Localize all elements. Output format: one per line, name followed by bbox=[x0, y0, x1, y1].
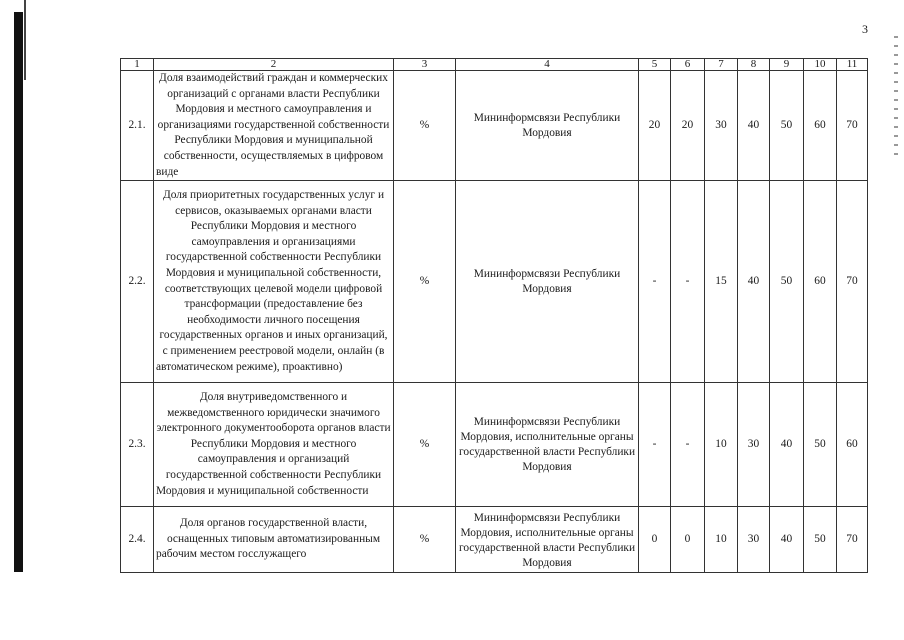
value-cell: 70 bbox=[837, 507, 868, 573]
table-row bbox=[121, 181, 868, 383]
value-cell: 50 bbox=[770, 181, 804, 383]
table-row bbox=[121, 71, 868, 181]
value-cell: 50 bbox=[804, 383, 837, 507]
row-number: 2.2. bbox=[121, 181, 154, 383]
value-cell: 30 bbox=[738, 507, 770, 573]
indicator-description: Доля органов государственной власти, оснащенных типовым автоматизированным рабочим местом госслужащего bbox=[154, 507, 394, 573]
page-number: 3 bbox=[862, 22, 868, 36]
row-number: 2.4. bbox=[121, 507, 154, 573]
value-cell: 40 bbox=[738, 181, 770, 383]
value-cell: 60 bbox=[837, 383, 868, 507]
table-header-row bbox=[121, 59, 868, 71]
column-header: 5 bbox=[639, 59, 671, 71]
column-header: 11 bbox=[837, 59, 868, 71]
column-header: 9 bbox=[770, 59, 804, 71]
value-cell: 60 bbox=[804, 181, 837, 383]
column-header: 6 bbox=[671, 59, 705, 71]
value-cell: 70 bbox=[837, 71, 868, 181]
scan-edge-marks bbox=[894, 36, 898, 156]
row-number: 2.1. bbox=[121, 71, 154, 181]
indicator-description: Доля внутриведомственного и межведомственного юридически значимого электронного документооборота органов власти Республики Мордовия и местного самоуправления и организаций государственной собственности Республики Мордовия и муниципальной собственности bbox=[154, 383, 394, 507]
scan-margin-line bbox=[24, 0, 26, 80]
indicator-table bbox=[120, 58, 868, 573]
scan-margin-bar bbox=[14, 12, 23, 572]
unit-cell: % bbox=[394, 71, 456, 181]
column-header: 1 bbox=[121, 59, 154, 71]
column-header: 4 bbox=[456, 59, 639, 71]
responsible-org: Мининформсвязи Республики Мордовия bbox=[456, 181, 639, 383]
value-cell: - bbox=[671, 383, 705, 507]
column-header: 8 bbox=[738, 59, 770, 71]
value-cell: - bbox=[639, 383, 671, 507]
value-cell: 10 bbox=[705, 507, 738, 573]
unit-cell: % bbox=[394, 507, 456, 573]
column-header: 2 bbox=[154, 59, 394, 71]
value-cell: - bbox=[671, 181, 705, 383]
column-header: 7 bbox=[705, 59, 738, 71]
value-cell: - bbox=[639, 181, 671, 383]
indicator-description: Доля приоритетных государственных услуг и сервисов, оказываемых органами власти Республики Мордовия и местного самоуправления и организациями государственной собственности Республики Мордовия и муниципальной собственности, соответствующих целевой модели цифровой трансформации (предоставление без необходимости личного посещения государственных органов и иных организаций, с применением реестровой модели, онлайн (в автоматическом режиме), проактивно) bbox=[154, 181, 394, 383]
responsible-org: Мининформсвязи Республики Мордовия bbox=[456, 71, 639, 181]
unit-cell: % bbox=[394, 383, 456, 507]
value-cell: 40 bbox=[770, 507, 804, 573]
row-number: 2.3. bbox=[121, 383, 154, 507]
value-cell: 50 bbox=[804, 507, 837, 573]
column-header: 10 bbox=[804, 59, 837, 71]
value-cell: 50 bbox=[770, 71, 804, 181]
value-cell: 70 bbox=[837, 181, 868, 383]
value-cell: 30 bbox=[738, 383, 770, 507]
value-cell: 30 bbox=[705, 71, 738, 181]
table-row bbox=[121, 383, 868, 507]
value-cell: 0 bbox=[639, 507, 671, 573]
responsible-org: Мининформсвязи Республики Мордовия, исполнительные органы государственной власти Республики Мордовия bbox=[456, 383, 639, 507]
value-cell: 60 bbox=[804, 71, 837, 181]
indicator-description: Доля взаимодействий граждан и коммерческих организаций с органами власти Республики Мордовия и местного самоуправления и организациями государственной собственности Республики Мордовия и муниципальной собственности, осуществляемых в цифровом виде bbox=[154, 71, 394, 181]
table-row bbox=[121, 507, 868, 573]
unit-cell: % bbox=[394, 181, 456, 383]
column-header: 3 bbox=[394, 59, 456, 71]
value-cell: 20 bbox=[671, 71, 705, 181]
value-cell: 20 bbox=[639, 71, 671, 181]
value-cell: 10 bbox=[705, 383, 738, 507]
value-cell: 15 bbox=[705, 181, 738, 383]
responsible-org: Мининформсвязи Республики Мордовия, исполнительные органы государственной власти Республики Мордовия bbox=[456, 507, 639, 573]
value-cell: 40 bbox=[770, 383, 804, 507]
value-cell: 0 bbox=[671, 507, 705, 573]
value-cell: 40 bbox=[738, 71, 770, 181]
